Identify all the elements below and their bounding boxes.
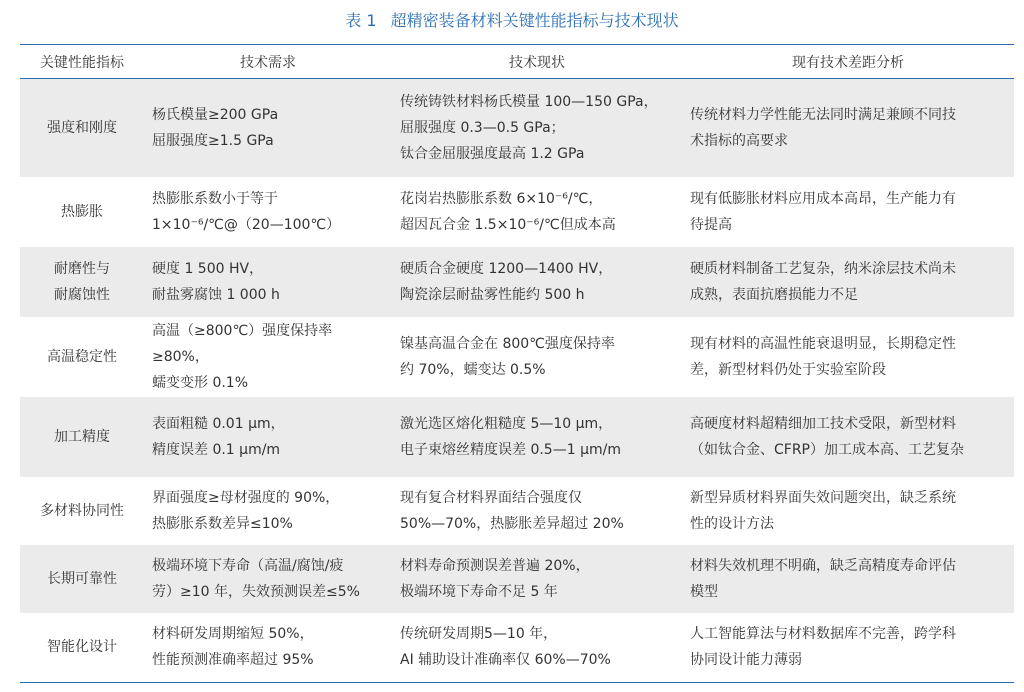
cell-line: 劳）≥10 年，失效预测误差≤5% [152, 583, 360, 600]
status-cell [392, 317, 682, 397]
cell-line: 极端环境下寿命不足 5 年 [400, 583, 558, 600]
gap-cell [682, 247, 1014, 317]
cell-line: 术指标的高要求 [690, 132, 788, 149]
cell-line: 协同设计能力薄弱 [690, 652, 802, 669]
cell-line: 硬质合金硬度 1200—1400 HV， [400, 260, 613, 277]
cell-line: 耐磨性与 [54, 260, 110, 277]
cell-line: 耐盐雾腐蚀 1 000 h [152, 286, 280, 303]
cell-line: 花岗岩热膨胀系数 6×10⁻⁶/℃， [400, 190, 603, 207]
header-gap: 现有技术差距分析 [682, 45, 1014, 79]
gap-cell [682, 79, 1014, 177]
demand-cell [144, 317, 392, 397]
status-cell [392, 545, 682, 613]
table-row [20, 177, 1014, 247]
cell-line: 新型异质材料界面失效问题突出，缺乏系统 [690, 489, 956, 506]
cell-line: 人工智能算法与材料数据库不完善，跨学科 [690, 626, 956, 643]
demand-cell [144, 247, 392, 317]
cell-line: 现有材料的高温性能衰退明显，长期稳定性 [690, 335, 956, 352]
cell-line: 陶瓷涂层耐盐雾性能约 500 h [400, 286, 585, 303]
table-caption [0, 8, 1024, 31]
status-cell [392, 397, 682, 477]
cell-line: 模型 [690, 583, 718, 600]
indicator-cell [20, 545, 144, 613]
cell-line: 高硬度材料超精细加工技术受限，新型材料 [690, 415, 956, 432]
header-indicator: 关键性能指标 [20, 45, 144, 79]
cell-line: 现有低膨胀材料应用成本高昂，生产能力有 [690, 190, 956, 207]
cell-line: 加工精度 [54, 428, 110, 445]
cell-line: 激光选区熔化粗糙度 5—10 μm， [400, 415, 613, 432]
demand-cell [144, 177, 392, 247]
table-row [20, 477, 1014, 545]
cell-line: 界面强度≥母材强度的 90%， [152, 489, 340, 506]
cell-line: 屈服强度 0.3—0.5 GPa； [400, 119, 565, 136]
table-number: 表 1 [345, 11, 377, 30]
cell-line: 超因瓦合金 1.5×10⁻⁶/℃但成本高 [400, 216, 616, 233]
indicator-cell [20, 79, 144, 177]
table-title: 超精密装备材料关键性能指标与技术现状 [390, 11, 679, 30]
table-row [20, 545, 1014, 613]
table-row [20, 613, 1014, 683]
cell-line: 镍基高温合金在 800℃强度保持率 [400, 335, 615, 352]
table-row [20, 247, 1014, 317]
cell-line: 热膨胀 [61, 203, 103, 220]
cell-line: 硬质材料制备工艺复杂，纳米涂层技术尚未 [690, 260, 956, 277]
indicator-cell [20, 613, 144, 683]
cell-line: 现有复合材料界面结合强度仅 [400, 489, 582, 506]
status-cell [392, 477, 682, 545]
gap-cell [682, 545, 1014, 613]
indicator-cell [20, 397, 144, 477]
demand-cell [144, 545, 392, 613]
gap-cell [682, 317, 1014, 397]
cell-line: 传统材料力学性能无法同时满足兼顾不同技 [690, 106, 956, 123]
cell-line: 材料研发周期缩短 50%， [152, 626, 314, 643]
demand-cell [144, 613, 392, 683]
cell-line: 材料寿命预测误差普遍 20%， [400, 557, 590, 574]
cell-line: 极端环境下寿命（高温/腐蚀/疲 [152, 557, 344, 574]
gap-cell [682, 613, 1014, 683]
cell-line: 蠕变变形 0.1% [152, 374, 249, 391]
cell-line: AI 辅助设计准确率仅 60%—70% [400, 652, 611, 669]
cell-line: 性能预测准确率超过 95% [152, 652, 314, 669]
cell-line: 多材料协同性 [40, 502, 124, 519]
cell-line: 性的设计方法 [690, 515, 774, 532]
gap-cell [682, 397, 1014, 477]
cell-line: 智能化设计 [47, 639, 117, 656]
status-cell [392, 177, 682, 247]
table-row [20, 317, 1014, 397]
cell-line: 硬度 1 500 HV， [152, 260, 264, 277]
indicator-cell [20, 477, 144, 545]
indicator-cell [20, 177, 144, 247]
cell-line: 差，新型材料仍处于实验室阶段 [690, 361, 886, 378]
cell-line: 钛合金屈服强度最高 1.2 GPa [400, 145, 585, 162]
cell-line: 约 70%，蠕变达 0.5% [400, 361, 546, 378]
cell-line: 长期可靠性 [47, 570, 117, 587]
cell-line: 热膨胀系数差异≤10% [152, 515, 293, 532]
gap-cell [682, 177, 1014, 247]
cell-line: 杨氏模量≥200 GPa [152, 106, 279, 123]
table-body [20, 79, 1014, 683]
cell-line: 热膨胀系数小于等于 [152, 190, 278, 207]
table-row [20, 397, 1014, 477]
cell-line: 材料失效机理不明确，缺乏高精度寿命评估 [690, 557, 956, 574]
demand-cell [144, 477, 392, 545]
table-row [20, 79, 1014, 177]
cell-line: 成熟，表面抗磨损能力不足 [690, 286, 858, 303]
cell-line: 耐腐蚀性 [54, 286, 110, 303]
cell-line: 高温稳定性 [47, 348, 117, 365]
status-cell [392, 247, 682, 317]
header-demand: 技术需求 [144, 45, 392, 79]
cell-line: 强度和刚度 [47, 119, 117, 136]
gap-cell [682, 477, 1014, 545]
cell-line: 50%—70%，热膨胀差异超过 20% [400, 515, 624, 532]
indicator-cell [20, 247, 144, 317]
cell-line: 精度误差 0.1 μm/m [152, 441, 281, 458]
demand-cell [144, 79, 392, 177]
indicator-cell [20, 317, 144, 397]
cell-line: 高温（≥800℃）强度保持率≥80%， [152, 322, 333, 365]
header-status: 技术现状 [392, 45, 682, 79]
cell-line: 传统铸铁材料杨氏模量 100—150 GPa， [400, 93, 658, 110]
demand-cell [144, 397, 392, 477]
cell-line: 待提高 [690, 216, 732, 233]
cell-line: 屈服强度≥1.5 GPa [152, 132, 274, 149]
cell-line: 表面粗糙 0.01 μm， [152, 415, 285, 432]
status-cell [392, 613, 682, 683]
performance-table [20, 44, 1014, 683]
cell-line: 电子束熔丝精度误差 0.5—1 μm/m [400, 441, 621, 458]
cell-line: 传统研发周期5—10 年， [400, 626, 558, 643]
cell-line: （如钛合金、CFRP）加工成本高、工艺复杂 [690, 441, 964, 458]
cell-line: 1×10⁻⁶/℃@（20—100℃） [152, 216, 341, 233]
status-cell [392, 79, 682, 177]
table-header [20, 45, 1014, 79]
